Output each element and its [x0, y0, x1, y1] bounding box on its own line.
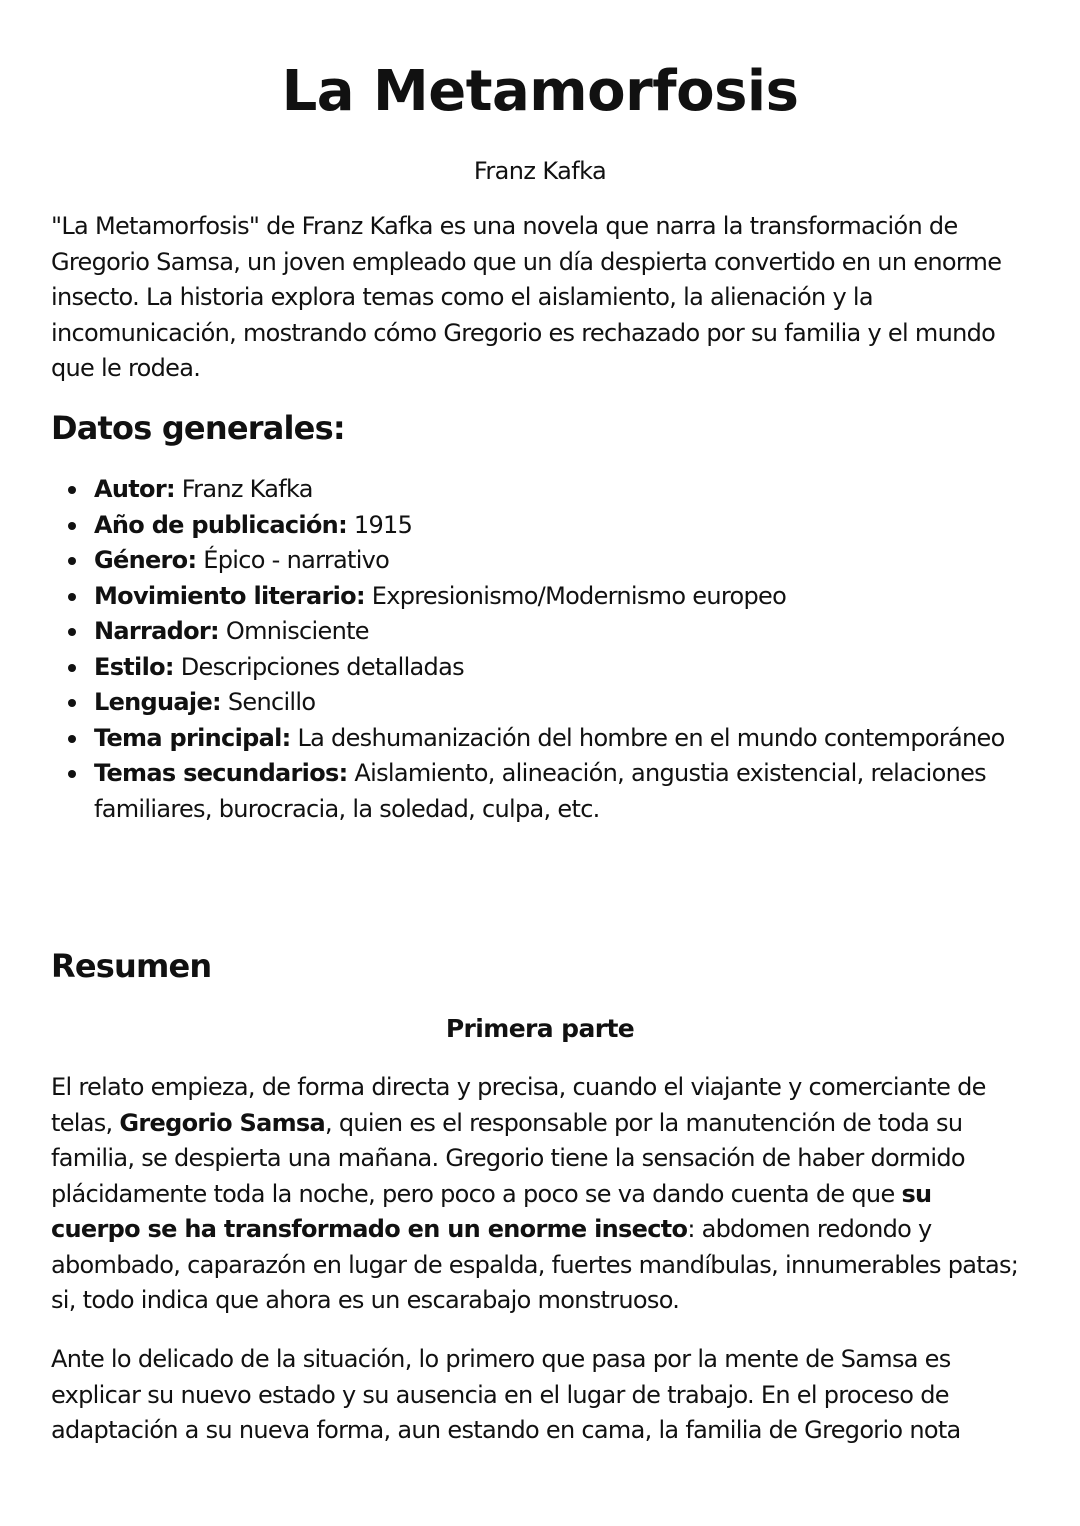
list-item	[51, 508, 1026, 544]
fact-label: Narrador:	[94, 617, 219, 645]
fact-value: Expresionismo/Modernismo europeo	[364, 581, 787, 610]
text-run: , quien es el responsable por la manutención de toda su familia, se despierta una mañana. Gregorio tiene la sensación de haber dormido plácidamente toda la noche, pero poco a poco se va dando cuenta de que	[51, 1108, 965, 1208]
fact-label: Temas secundarios:	[94, 759, 348, 787]
bullet-icon	[68, 522, 76, 530]
list-item	[51, 650, 1026, 686]
list-item	[51, 756, 1026, 827]
list-item	[51, 614, 1026, 650]
bullet-icon	[68, 699, 76, 707]
fact-value: Épico - narrativo	[196, 546, 390, 574]
document-title: La Metamorfosis	[281, 59, 799, 124]
bullet-icon	[68, 593, 76, 601]
primera-parte-heading: Primera parte	[445, 1014, 635, 1043]
fact-value: La deshumanización del hombre en el mundo contemporáneo	[290, 723, 1005, 752]
intro-paragraph: "La Metamorfosis" de Franz Kafka es una novela que narra la transformación de Gregorio Samsa, un joven empleado que un día despierta convertido en un enorme insecto. La historia explora temas como el aislamiento, la alienación y la incomunicación, mostrando cómo Gregorio es rechazado por su familia y el mundo que le rodea.	[51, 212, 1002, 382]
fact-value: Descripciones detalladas	[173, 652, 464, 681]
list-item	[51, 579, 1026, 615]
document-author: Franz Kafka	[473, 157, 607, 185]
bullet-icon	[68, 664, 76, 672]
bullet-icon	[68, 770, 76, 778]
bullet-icon	[68, 628, 76, 636]
list-item	[51, 685, 1026, 721]
text-run: El relato empieza, de forma directa y precisa, cuando el viajante y comerciante de telas,	[51, 1073, 986, 1137]
list-item	[51, 721, 1026, 757]
list-item	[51, 472, 1026, 508]
summary-paragraph-1	[51, 1070, 1026, 1319]
bold-run: Gregorio Samsa	[119, 1108, 325, 1137]
fact-value: 1915	[346, 510, 413, 539]
list-item	[51, 543, 1026, 579]
bullet-icon	[68, 735, 76, 743]
resumen-heading: Resumen	[51, 947, 212, 985]
fact-value: Sencillo	[220, 688, 316, 716]
fact-label: Movimiento literario:	[94, 581, 365, 610]
fact-label: Lenguaje:	[94, 688, 221, 716]
fact-label: Tema principal:	[94, 723, 291, 752]
fact-value: Omnisciente	[218, 617, 369, 645]
bullet-icon	[68, 486, 76, 494]
fact-value: Franz Kafka	[174, 475, 313, 503]
fact-label: Año de publicación:	[94, 510, 347, 539]
fact-label: Género:	[94, 546, 197, 574]
facts-list	[51, 472, 1026, 827]
text-run: : abdomen redondo y abombado, caparazón en lugar de espalda, fuertes mandíbulas, innumerables patas; si, todo indica que ahora es un escarabajo monstruoso.	[51, 1215, 1019, 1314]
datos-generales-heading: Datos generales:	[51, 409, 345, 447]
bullet-icon	[68, 557, 76, 565]
summary-paragraph-2: Ante lo delicado de la situación, lo primero que pasa por la mente de Samsa es explicar su nuevo estado y su ausencia en el lugar de trabajo. En el proceso de adaptación a su nueva forma, aun estando en cama, la familia de Gregorio nota	[51, 1345, 961, 1444]
fact-label: Estilo:	[94, 652, 174, 681]
fact-value: Aislamiento, alineación, angustia existencial, relaciones familiares, burocracia, la soledad, culpa, etc.	[94, 759, 986, 823]
fact-label: Autor:	[94, 475, 175, 503]
bold-run: su cuerpo se ha transformado en un enorme insecto	[51, 1179, 932, 1243]
